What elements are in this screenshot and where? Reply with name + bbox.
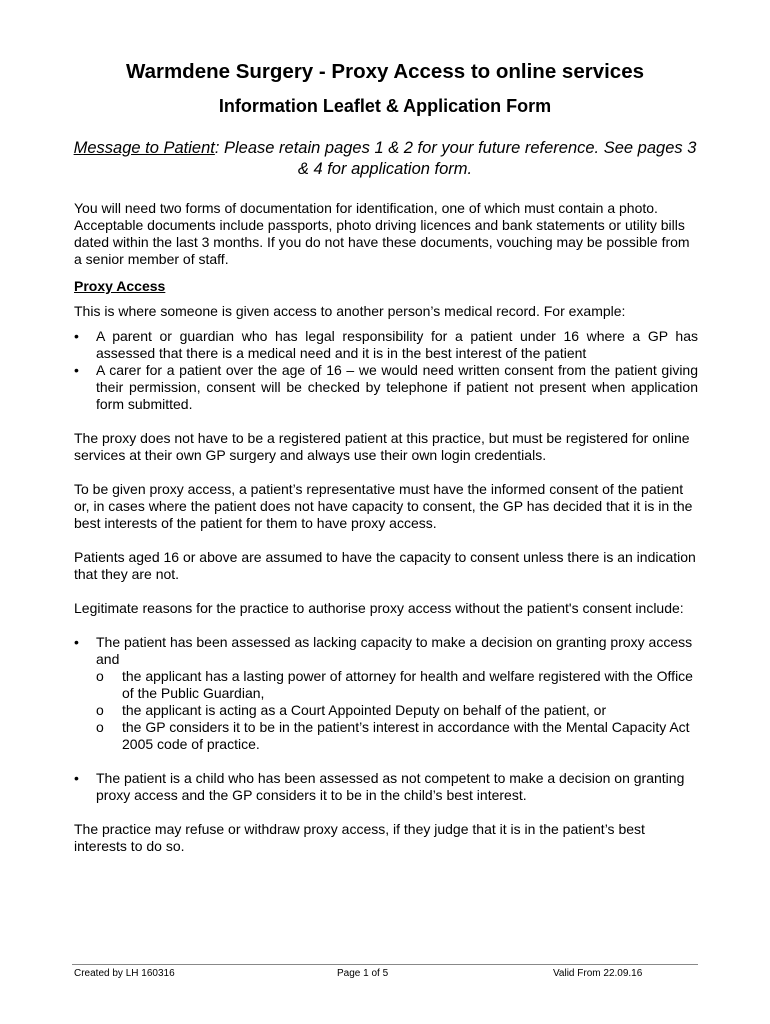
footer-valid-from: Valid From 22.09.16 <box>553 968 643 979</box>
reasons-list <box>74 634 698 668</box>
document-subtitle: Information Leaflet & Application Form <box>218 96 552 116</box>
message-text: : Please retain pages 1 & 2 for your future reference. See pages 3 & 4 for application form. <box>214 139 697 178</box>
registered-paragraph: The proxy does not have to be a registered patient at this practice, but must be registered for online services at their own GP surgery and always use their own login credentials. <box>74 430 690 463</box>
list-item <box>74 668 698 702</box>
list-item <box>74 362 698 413</box>
message-label: Message to Patient <box>73 139 215 157</box>
footer-created: Created by LH 160316 <box>74 968 175 979</box>
refuse-paragraph: The practice may refuse or withdraw proxy access, if they judge that it is in the patient’s best interests to do so. <box>74 821 645 854</box>
list-item <box>74 702 698 719</box>
consent-paragraph: To be given proxy access, a patient’s representative must have the informed consent of the patient or, in cases where the patient does not have capacity to consent, the GP has decided that it is in the best interests of the patient for them to have proxy access. <box>74 481 693 531</box>
list-item <box>74 328 698 362</box>
leaflet-body <box>74 200 698 855</box>
reason-text: The patient is a child who has been assessed as not competent to make a decision on granting proxy access and the GP considers it to be in the child’s best interest. <box>96 770 685 803</box>
reason-sublist <box>74 668 698 753</box>
footer-page-number: Page 1 of 5 <box>337 968 389 979</box>
age-paragraph: Patients aged 16 or above are assumed to have the capacity to consent unless there is an indication that they are not. <box>74 549 696 582</box>
message-to-patient <box>68 138 702 180</box>
list-item <box>74 719 698 753</box>
sub-bullet-icon: o <box>96 702 104 718</box>
example-text: A carer for a patient over the age of 16 – we would need written consent from the patient giving their permission, consent will be checked by telephone if patient not present when application form submitted. <box>96 362 698 412</box>
proxy-access-heading: Proxy Access <box>74 278 166 294</box>
sub-reason-text: the GP considers it to be in the patient’s interest in accordance with the Mental Capacity Act 2005 code of practice. <box>122 719 690 752</box>
bullet-icon: • <box>74 634 79 650</box>
example-text: A parent or guardian who has legal responsibility for a patient under 16 where a GP has assessed that there is a medical need and it is in the best interest of the patient <box>96 328 698 361</box>
bullet-icon: • <box>74 770 79 786</box>
bullet-icon: • <box>74 328 79 344</box>
footer-divider <box>72 964 698 965</box>
bullet-icon: • <box>74 362 79 378</box>
document-title: Warmdene Surgery - Proxy Access to online services <box>125 60 645 83</box>
sub-bullet-icon: o <box>96 719 104 735</box>
examples-list <box>74 328 698 413</box>
reasons-paragraph: Legitimate reasons for the practice to authorise proxy access without the patient's consent include: <box>74 600 684 616</box>
sub-reason-text: the applicant has a lasting power of attorney for health and welfare registered with the Office of the Public Guardian, <box>122 668 693 701</box>
sub-bullet-icon: o <box>96 668 104 684</box>
sub-reason-text: the applicant is acting as a Court Appointed Deputy on behalf of the patient, or <box>122 702 607 718</box>
list-item <box>74 770 698 804</box>
list-item <box>74 634 698 668</box>
intro-paragraph: You will need two forms of documentation for identification, one of which must contain a photo. Acceptable documents include passports, photo driving licences and bank statements or utility bills dated within the last 3 months. If you do not have these documents, vouching may be possible from a senior member of staff. <box>74 200 690 267</box>
reason-text: The patient has been assessed as lacking capacity to make a decision on granting proxy access and <box>96 634 693 667</box>
reasons-list-2 <box>74 770 698 804</box>
proxy-description: This is where someone is given access to another person’s medical record. For example: <box>74 303 626 319</box>
